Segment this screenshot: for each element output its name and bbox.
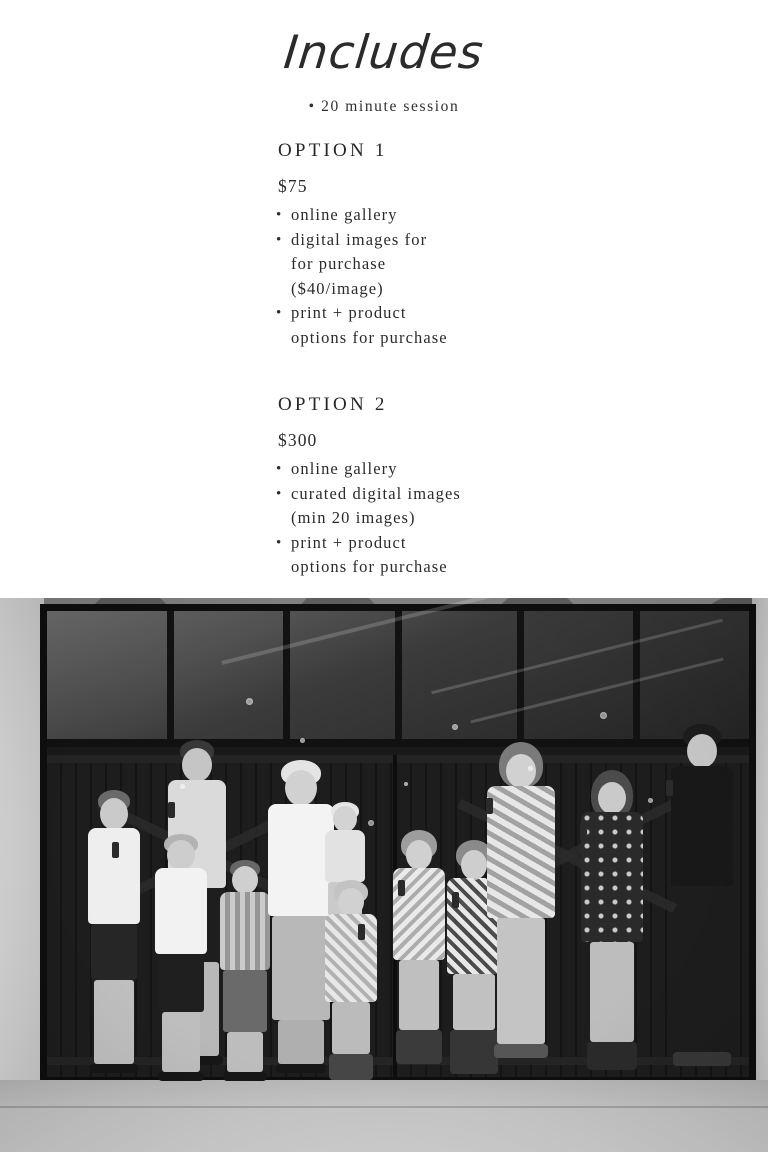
- list-item: [276, 531, 696, 580]
- option-1-items: [276, 203, 696, 350]
- person-tween-girl: [572, 770, 652, 1090]
- options-list: [276, 140, 696, 580]
- person-boy-1: [78, 790, 150, 1090]
- list-item: [276, 228, 696, 302]
- option-2-item-0-text: online gallery: [291, 459, 398, 478]
- door-glass-panels: [47, 611, 749, 747]
- option-1-title: OPTION 1: [278, 140, 388, 161]
- bubble: [246, 698, 253, 705]
- bubble: [528, 766, 533, 771]
- photo-artwork: [0, 598, 768, 1152]
- person-mother: [478, 742, 564, 1090]
- page-title: Includes: [281, 25, 487, 79]
- option-2-item-1-line-0: (min 20 images): [291, 508, 416, 527]
- option-1-item-1-line-1: ($40/image): [291, 278, 384, 298]
- photo-ground: [0, 1080, 768, 1152]
- list-item: [276, 203, 696, 228]
- family-photo: [0, 598, 768, 1152]
- option-1-item-1-line-0: for purchase: [291, 254, 387, 273]
- option-2-price: $300: [278, 430, 318, 450]
- bubble: [452, 724, 458, 730]
- option-block-1: [276, 140, 696, 350]
- option-1-item-0-text: online gallery: [291, 205, 398, 224]
- option-2-item-2-line-0: options for purchase: [291, 557, 448, 576]
- person-child-3: [318, 880, 384, 1090]
- list-item: [276, 301, 696, 350]
- option-2-item-2-text: print + product: [291, 532, 407, 552]
- bubble: [180, 784, 185, 789]
- bubble: [300, 738, 305, 743]
- option-1-price: $75: [278, 176, 308, 196]
- option-1-item-1-text: digital images for: [291, 229, 428, 249]
- bubble: [368, 820, 374, 826]
- photo-wall-left: [0, 598, 44, 1152]
- option-block-2: [276, 394, 696, 580]
- option-2-item-1-text: curated digital images: [291, 483, 461, 503]
- option-1-item-2-line-0: options for purchase: [291, 327, 448, 347]
- option-2-title: OPTION 2: [278, 394, 388, 415]
- bubble: [404, 782, 408, 786]
- option-2-items: [276, 457, 696, 580]
- bubble: [648, 798, 653, 803]
- person-teen-2: [660, 724, 744, 1090]
- session-length-line: • 20 minute session: [308, 98, 460, 115]
- person-child-1: [146, 834, 216, 1090]
- options-divider-space: [276, 350, 696, 394]
- bubble: [600, 712, 607, 719]
- list-item: [276, 482, 696, 531]
- list-item: [276, 457, 696, 482]
- option-1-item-2-text: print + product: [291, 303, 407, 322]
